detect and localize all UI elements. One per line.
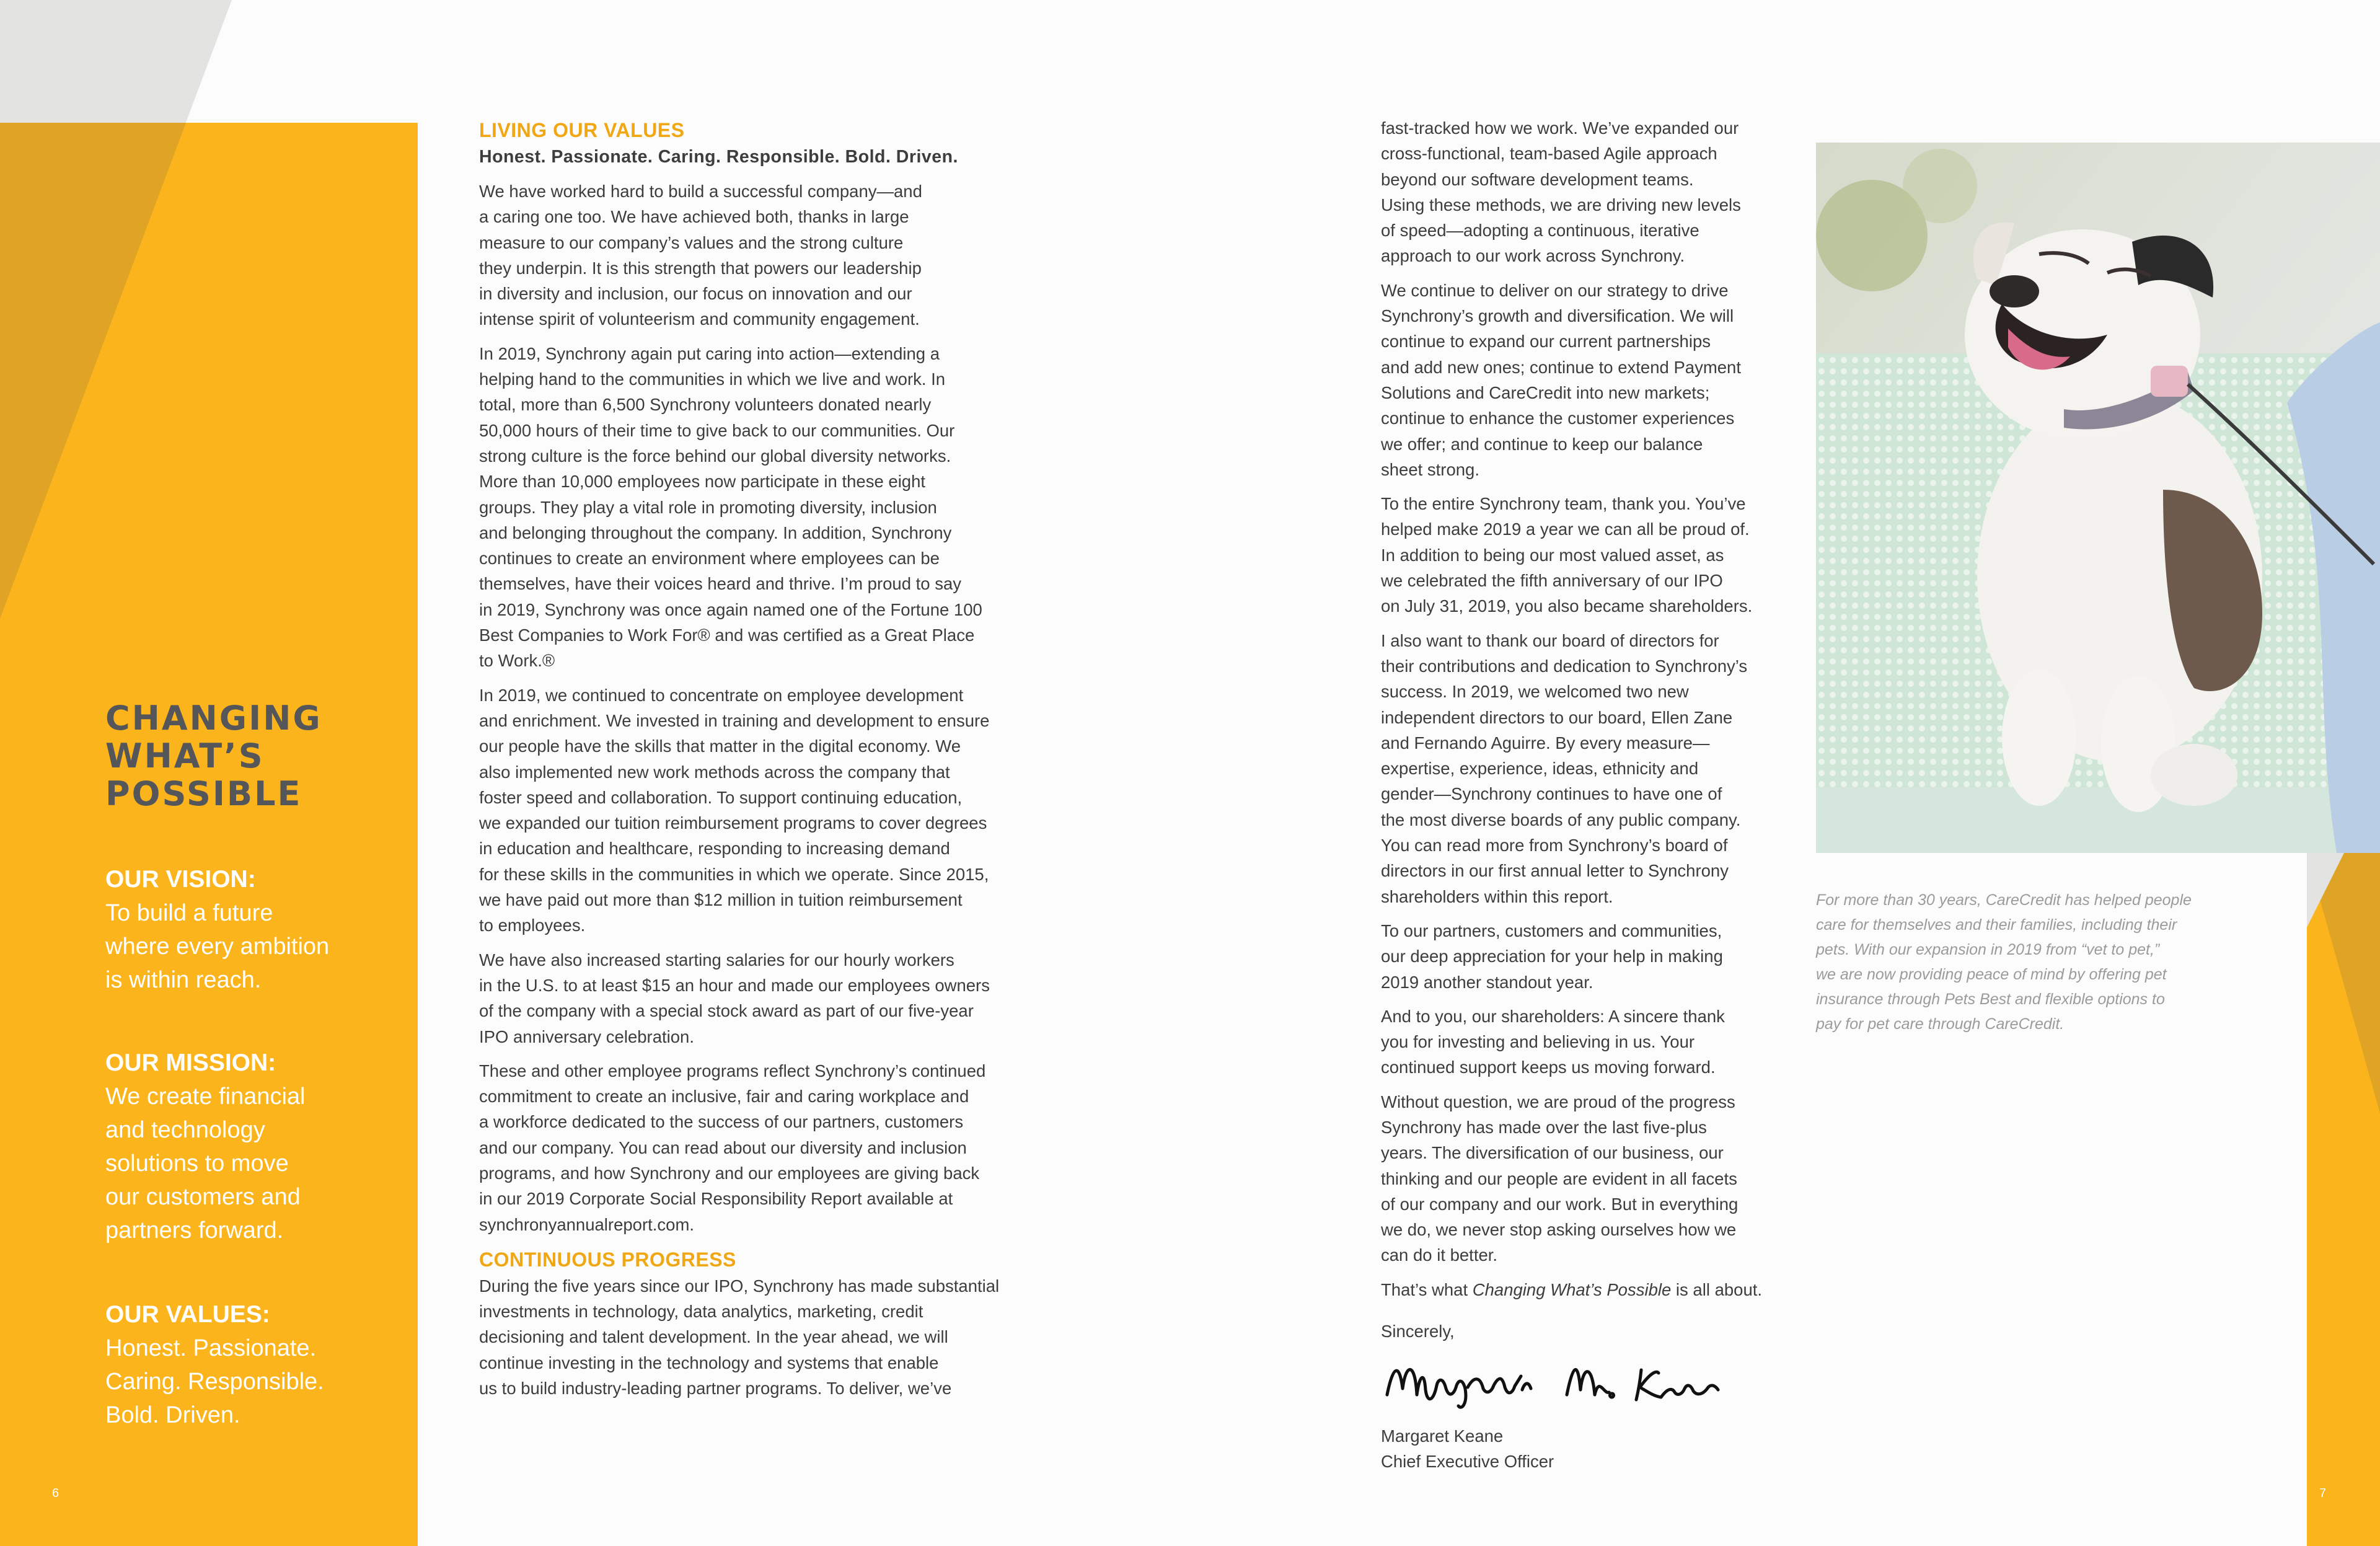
final-line: That’s what Changing What’s Possible is all about. (1381, 1279, 1763, 1299)
paragraph: To our partners, customers and communities, our deep appreciation for your help in making 2019 another standout year. (1381, 921, 1723, 992)
living-our-values-heading: LIVING OUR VALUES (479, 119, 685, 141)
signer-title: Chief Executive Officer (1381, 1452, 1554, 1472)
paragraph: And to you, our shareholders: A sincere thank you for investing and believing in us. Your continued support keeps us moving forward. (1381, 1006, 1725, 1077)
paragraph: We have also increased starting salaries for our hourly workers in the U.S. to at least $15 an hour and made our employees owners of the company with a special stock award as part of our five-year IPO anniversary celebration. (479, 950, 990, 1046)
page-number-left: 6 (52, 1486, 60, 1500)
page-number-right: 7 (2319, 1486, 2327, 1500)
signer-name: Margaret Keane (1381, 1426, 1504, 1446)
mission-text: We create financial and technology solutions to move our customers and partners forward. (105, 1084, 306, 1243)
paragraph: In 2019, we continued to concentrate on employee development and enrichment. We invested in training and development to ensure our people have the skills that matter in the digital economy. We also implemented new work methods across the company that foster speed and collaboration. To support continuing education, we expanded our tuition reimbursement programs to cover degrees in education and healthcare, responding to increasing demand for these skills in the communities in which we operate. Since 2015, we have paid out more than $12 million in tuition reimbursement to employees. (479, 685, 990, 935)
continuous-progress-heading: CONTINUOUS PROGRESS (479, 1248, 736, 1271)
paragraph: We continue to deliver on our strategy to drive Synchrony’s growth and diversification. We will continue to expand our current partnerships and add new ones; continue to extend Payment Solutions and CareCredit into new markets; continue to enhance the customer experiences we offer; and continue to keep our balance sheet strong. (1381, 280, 1741, 479)
page-heading: CHANGING WHAT’S POSSIBLE (105, 699, 322, 813)
values-subheading: Honest. Passionate. Caring. Responsible. Bold. Driven. (479, 147, 958, 167)
paragraph: In 2019, Synchrony again put caring into action—extending a helping hand to the communities in which we live and work. In total, more than 6,500 Synchrony volunteers donated nearly 50,000 hours of their time to give back to our communities. Our strong culture is the force behind our global diversity networks. More than 10,000 employees now participate in these eight groups. They play a vital role in promoting diversity, inclusion and belonging throughout the company. In addition, Synchrony continues to create an environment where employees can be themselves, have their voices heard and thrive. I’m proud to say in 2019, Synchrony was once again named one of the Fortune 100 Best Companies to Work For® and was certified as a Great Place to Work.® (479, 343, 982, 671)
dark-yellow-accent (2307, 853, 2380, 1546)
paragraph: I also want to thank our board of directors for their contributions and dedication to Synchrony’s success. In 2019, we welcomed two new independent directors to our board, Ellen Zane and Fernando Aguirre. By every measure— expertise, experience, ideas, ethnicity and gender—Synchrony continues to have one of the most diverse boards of any public company. You can read more from Synchrony’s board of directors in our first annual letter to Synchrony shareholders within this report. (1381, 630, 1748, 906)
body-column-1 (479, 117, 1037, 1410)
paragraph: During the five years since our IPO, Synchrony has made substantial investments in technology, data analytics, marketing, credit decisioning and talent development. In the year ahead, we will continue investing in the technology and systems that enable us to build industry-leading partner programs. To deliver, we’ve (479, 1276, 1000, 1398)
signer-block (1381, 1423, 1554, 1475)
vision-block (105, 863, 397, 997)
handwritten-signature (1381, 1351, 1753, 1420)
paragraph: Without question, we are proud of the progress Synchrony has made over the last five-plus years. The diversification of our business, our thinking and our people are evident in all facets of our company and our work. But in everything we do, we never stop asking ourselves how we can do it better. (1381, 1092, 1739, 1265)
paragraph: These and other employee programs reflect Synchrony’s continued commitment to create an inclusive, fair and caring workplace and a workforce dedicated to the success of our partners, customers and our company. You can read about our diversity and inclusion programs, and how Synchrony and our employees are giving back in our 2019 Corporate Social Responsibility Report available at synchronyannualreport.com. (479, 1061, 986, 1234)
mission-block (105, 1046, 397, 1247)
vision-title: OUR VISION: (105, 866, 256, 893)
vision-text: To build a future where every ambition is within reach. (105, 900, 330, 993)
closing-salutation: Sincerely, (1381, 1322, 1455, 1341)
paragraph: We have worked hard to build a successful company—and a caring one too. We have achieved both, thanks in large measure to our company’s values and the strong culture they underpin. It is this strength that powers our leadership in diversity and inclusion, our focus on innovation and our intense spirit of volunteerism and community engagement. (479, 182, 922, 329)
photo-caption: For more than 30 years, CareCredit has helped people care for themselves and their families, including their pets. With our expansion in 2019 from “vet to pet,” we are now providing peace of mind by offering pet insurance through Pets Best and flexible options to pay for pet care through CareCredit. (1816, 891, 2192, 1033)
dark-yellow-wedge (0, 123, 186, 619)
values-text: Honest. Passionate. Caring. Responsible. Bold. Driven. (105, 1335, 324, 1428)
paragraph: fast-tracked how we work. We’ve expanded our cross-functional, team-based Agile approach beyond our software development teams. Using these methods, we are driving new levels of speed—adopting a continuous, iterative approach to our work across Synchrony. (1381, 118, 1741, 266)
mission-title: OUR MISSION: (105, 1049, 276, 1076)
values-block (105, 1298, 397, 1432)
body-column-2 (1381, 115, 1815, 1353)
paragraph: To the entire Synchrony team, thank you. You’ve helped make 2019 a year we can all be proud of. In addition to being our most valued asset, as we celebrated the fifth anniversary of our IPO on July 31, 2019, you also became shareholders. (1381, 494, 1753, 616)
values-title: OUR VALUES: (105, 1301, 270, 1328)
bulldog-photo (1816, 143, 2380, 853)
